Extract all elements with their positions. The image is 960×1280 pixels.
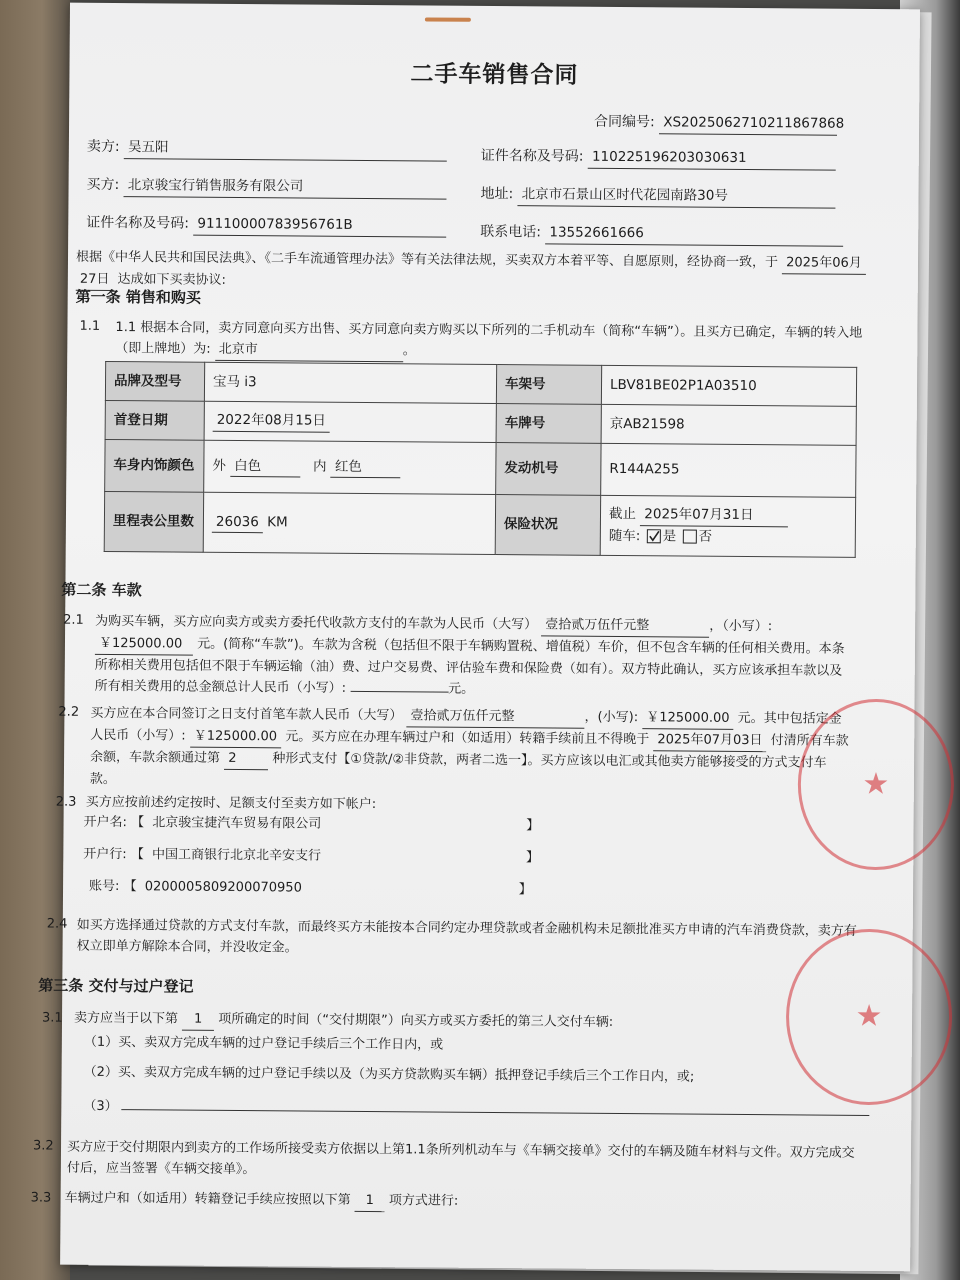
brand-value: 宝马 i3 [204,362,496,403]
article-1-1-body: 1.1 根据本合同，卖方同意向买方出售、买方同意向卖方购买以下所列的二手机动车（简称“车辆”）。且买方已确定，车辆的转入地（即上牌地）为: [115,320,863,357]
payment-method: 2 [224,748,268,770]
bank-label: 开户行: [83,846,127,863]
company-seal [797,698,954,870]
account-number-row: 账号: 【 0200005809200070950 】 [89,877,532,901]
phone: 13552661666 [545,222,843,246]
no-checkbox[interactable] [682,529,696,543]
buyer-id-row [86,213,446,238]
delivery-option-3-label: （3） [83,1098,118,1115]
first-payment-amount: ￥125000.00 [642,707,733,730]
article-2-1-c: 元。(简称“车款”)。车款为含税（包括但不限于车辆购置税、增值税）车价，但不包含车辆的任何相关费用。本条所称相关费用包括但不限于车辆运输（油）费、过户交易费、评估验车费和保险费（如有）。双方特此确认，买方应该承担车款以及所有相关费用的总金额总计人民币（小写）: [94,636,845,696]
account-name-label: 开户名: [83,814,128,831]
article-3-3-b: 项方式进行: [388,1193,459,1209]
price-amount: ￥125000.00 [95,633,193,656]
article-3-3-number: 3.3 [30,1190,52,1206]
seller-id-row [481,146,836,171]
preamble-date-b: 27日 [76,269,114,291]
contract-page [30,3,920,1272]
article-2-1-d: 元。 [448,681,475,697]
document-title: 二手车销售合同 [410,61,579,89]
account-number-label: 账号: [89,878,120,895]
brand-label: 品牌及型号 [105,361,204,401]
interior-color: 红色 [331,456,401,478]
insurance-prefix: 截止 [608,505,637,523]
insurance-date: 2025年07月31日 [640,504,788,527]
article-2-1-a: 为购买车辆，买方应向卖方或卖方委托代收款方支付的车款为人民币（大写） [95,613,538,633]
article-2-2-c: 元。其中包括定金人民币（小写）: [90,710,842,744]
article-2-3-number: 2.3 [55,794,77,810]
article-3-1-number: 3.1 [41,1010,63,1026]
balance-due-date: 2025年07月03日 [653,729,766,752]
delivery-option-2: （2）买、卖双方完成车辆的过户登记手续以及（为买方贷款购买车辆）抵押登记手续后三个工作日内，或; [83,1064,695,1085]
seal-star-icon: ★ [862,766,890,802]
article-2-2-number: 2.2 [58,704,80,720]
article-2-2-a: 买方应在本合同签订之日支付首笔车款人民币（大写） [90,705,403,724]
buyer-row [86,175,446,200]
vin-label: 车架号 [496,365,601,405]
address: 北京市石景山区时代花园南路30号 [518,184,836,208]
table-row [104,491,855,557]
vehicle-info-table [104,361,857,558]
buyer-label: 买方: [86,176,120,194]
registration-date-cell [204,401,496,442]
article-2-1-b: ，（小写）: [709,618,773,635]
article-2-2-f: 种形式支付【①贷款/②非贷款，两者二选一】。买方应该以电汇或其他卖方能够接受的方式支付车款。 [89,751,827,788]
delivery-option-3 [83,1097,870,1123]
bank-row: 开户行: 【 中国工商银行北京北辛安支行 】 [83,845,539,869]
seller-row [87,137,447,162]
article-3-1-text [74,1009,613,1034]
color-cell [204,440,496,494]
preamble-text-a: 根据《中华人民共和国民法典》、《二手车流通管理办法》等有关法律法规，买卖双方本着平等、自愿原则，经协商一致，于 [75,249,779,271]
interior-label: 内 [312,458,327,475]
seller-id-label: 证件名称及号码: [480,147,584,165]
plate-label: 车牌号 [496,404,601,444]
article-2-4-text: 如买方选择通过贷款的方式支付车款，而最终买方未能按本合同约定办理贷款或者金融机构未足额批准买方申请的汽车消费贷款，卖方有权立即单方解除本合同，并没收定金。 [76,917,857,956]
table-row [105,439,856,497]
article-2-1-text [95,611,854,703]
first-payment-chinese: 壹拾贰万伍仟元整 [406,705,584,728]
deposit-amount: ￥125000.00 [190,726,281,749]
phone-label: 联系电话: [480,223,542,241]
buyer-id-label: 证件名称及号码: [86,214,190,232]
total-amount-blank [350,691,448,693]
address-row [480,184,835,209]
article-1-1-end: 。 [402,343,416,359]
article-3-2-text: 买方应于交付期限内到卖方的工作场所接受卖方依据以上第1.1条所列机动车与《车辆交接单》交付的车辆及随车材料与文件。双方完成交付后，应当签署《车辆交接单》。 [66,1139,855,1178]
contract-number: XS2025062710211867868 [659,112,837,135]
plate-value: 京AB21598 [601,404,856,445]
article-2-2-d: 元。买方应在办理车辆过户和（如适用）转籍手续前且不得晚于 [285,729,650,748]
delivery-option-3-blank [122,1109,870,1116]
no-label: 否 [698,528,713,545]
registration-date-label: 首登日期 [105,400,204,440]
phone-row [480,222,843,247]
exterior-color: 白色 [230,455,300,477]
bank-name: 中国工商银行北京北辛安支行 [151,847,322,864]
paper-clip [425,17,471,21]
table-row [105,400,856,445]
mileage-unit: KM [267,513,288,530]
yes-checkbox[interactable] [647,529,661,543]
buyer-id: 91110000783956761B [193,214,446,238]
article-2-3-text: 买方应按前述约定按时、足额支付至卖方如下帐户: [85,794,377,813]
account-number: 0200005809200070950 [144,879,302,896]
article-3-title: 第三条 交付与过户登记 [38,976,194,996]
account-name: 北京骏宝捷汽车贸易有限公司 [152,815,322,832]
delivery-option-1: （1）买、卖双方完成车辆的过户登记手续后三个工作日内，或 [83,1034,444,1053]
account-name-row: 开户名: 【 北京骏宝捷汽车贸易有限公司 】 [83,813,539,837]
yes-label: 是 [662,528,677,545]
article-2-1-number: 2.1 [63,612,84,628]
article-3-3-text [65,1189,459,1213]
vin-value: LBV81BE02P1A03510 [601,365,856,406]
insurance-cell [600,495,855,557]
table-row [105,361,856,406]
article-3-3-a: 车辆过户和（如适用）转籍登记手续应按照以下第 [64,1190,351,1208]
seller-name: 吴五阳 [124,137,447,161]
mileage-value: 26036 [212,511,263,533]
seller-label: 卖方: [86,138,120,156]
exterior-label: 外 [212,457,226,474]
article-3-2-number: 3.2 [32,1138,54,1154]
insurance-label: 保险状况 [495,495,600,556]
mileage-cell [203,492,495,554]
delivery-option: 1 [182,1010,214,1031]
article-2-2-e: 付清所有车款余额，车款余额通过第 [90,733,849,766]
article-2-2-b: ，(小写): [584,709,639,726]
article-1-title: 第一条 销售和购买 [75,287,202,307]
article-2-4-number: 2.4 [46,916,68,932]
color-label: 车身内饰颜色 [105,439,204,492]
desk-background-left [0,0,70,1280]
article-1-1-text [115,317,863,366]
engine-value: R144A255 [601,443,856,497]
contract-number-row [594,112,845,136]
seal-star-icon: ★ [855,998,883,1034]
article-2-2-text [90,703,853,796]
address-label: 地址: [480,185,514,203]
registration-date: 2022年08月15日 [213,410,330,433]
destination-city: 北京市 [215,339,403,362]
seller-id: 110225196203030631 [588,147,836,171]
article-3-1-a: 卖方应当于以下第 [73,1010,179,1027]
mileage-label: 里程表公里数 [104,491,203,552]
preamble-text-b: 达成如下买卖协议: [117,272,226,288]
article-1-1-number: 1.1 [79,318,101,334]
preamble-date-a: 2025年06月 [782,252,866,275]
contract-number-label: 合同编号: [594,113,655,131]
engine-label: 发动机号 [496,443,601,496]
price-chinese: 壹拾贰万伍仟元整 [541,614,709,637]
buyer-name: 北京骏宝行销售服务有限公司 [124,175,447,199]
check-icon [648,530,660,542]
article-3-1-b: 项所确定的时间（“交付期限”）向买方或买方委托的第三人交付车辆: [218,1011,614,1030]
with-car-label: 随车: [608,527,641,545]
transfer-option: 1 [355,1191,385,1212]
article-2-title: 第二条 车款 [61,580,142,600]
company-seal [785,928,952,1105]
